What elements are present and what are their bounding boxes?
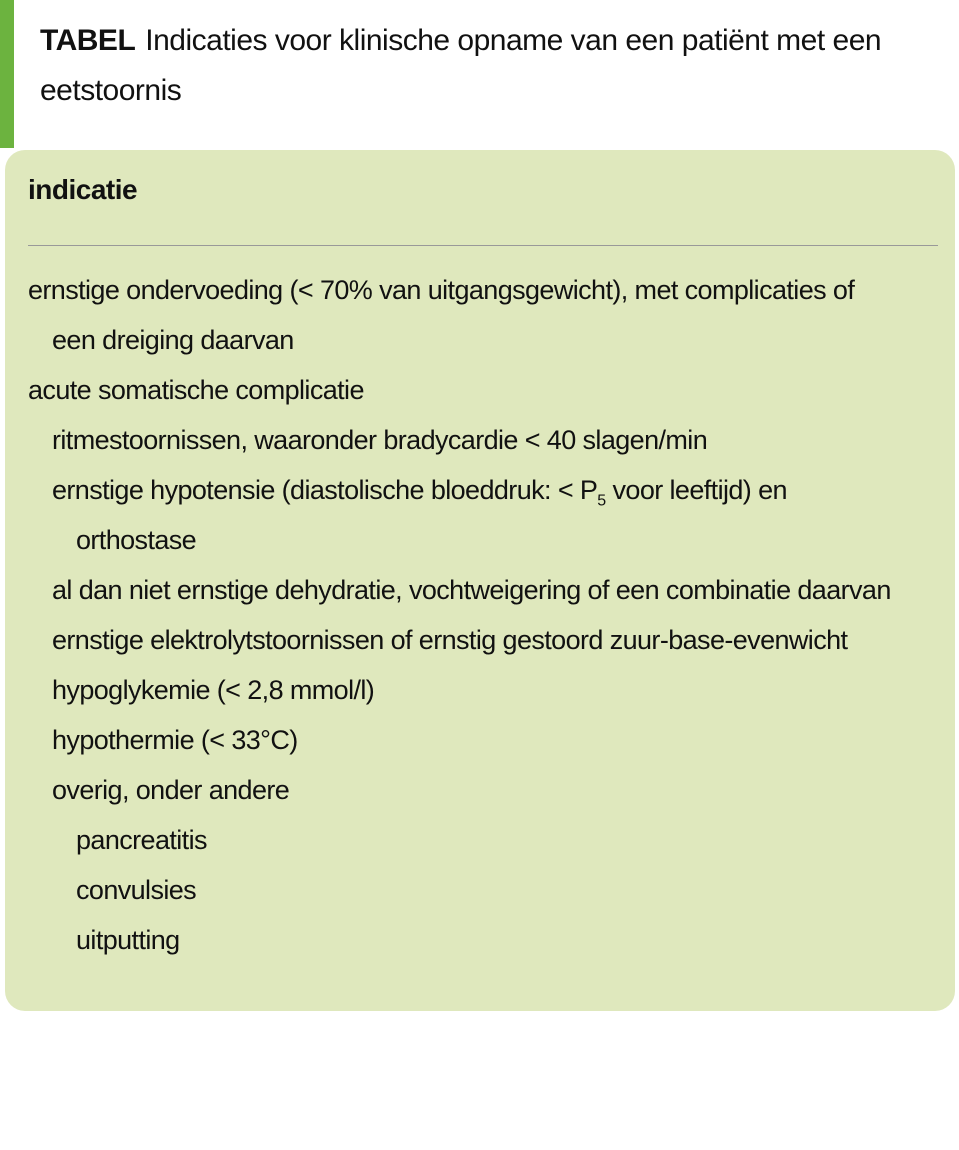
row-text: orthostase <box>76 525 197 555</box>
table-row <box>28 315 943 365</box>
row-subscript: 5 <box>597 492 606 510</box>
row-text: uitputting <box>76 925 180 955</box>
row-text: een dreiging daarvan <box>52 325 294 355</box>
table-row <box>28 515 943 565</box>
row-text: acute somatische complicatie <box>28 375 364 405</box>
accent-bar <box>0 0 14 148</box>
table-row <box>28 465 943 515</box>
table-row <box>28 915 943 965</box>
row-text: pancreatitis <box>76 825 207 855</box>
table-row <box>28 865 943 915</box>
table-row <box>28 815 943 865</box>
table-row <box>28 365 943 415</box>
row-text: ernstige elektrolytstoornissen of ernstig gestoord zuur-base-evenwicht <box>52 625 848 655</box>
indications-table <box>5 150 955 1011</box>
row-text: hypothermie (< 33°C) <box>52 725 298 755</box>
row-text: convulsies <box>76 875 197 905</box>
caption-title-line2: eetstoornis <box>40 74 182 107</box>
table-row <box>28 415 943 465</box>
table-row <box>28 765 943 815</box>
table-row <box>28 665 943 715</box>
indications-list <box>28 265 943 965</box>
caption-label: TABEL <box>40 24 136 57</box>
header-divider <box>28 245 938 246</box>
table-row <box>28 565 943 615</box>
row-text: al dan niet ernstige dehydratie, vochtweigering of een combinatie daarvan <box>52 575 891 605</box>
column-header: indicatie <box>28 174 138 205</box>
table-row <box>28 265 943 315</box>
row-text-before: ernstige hypotensie (diastolische bloeddruk: < P <box>52 475 598 505</box>
table-row <box>28 615 943 665</box>
row-text: overig, onder andere <box>52 775 290 805</box>
row-text: ritmestoornissen, waaronder bradycardie < 40 slagen/min <box>52 425 708 455</box>
table-caption <box>40 16 930 116</box>
row-text: ernstige ondervoeding (< 70% van uitgangsgewicht), met complicaties of <box>28 275 855 305</box>
caption-title-line1: Indicaties voor klinische opname van een patiënt met een <box>145 24 882 57</box>
row-text: hypoglykemie (< 2,8 mmol/l) <box>52 675 375 705</box>
table-row <box>28 715 943 765</box>
row-text-after: voor leeftijd) en <box>605 475 787 505</box>
